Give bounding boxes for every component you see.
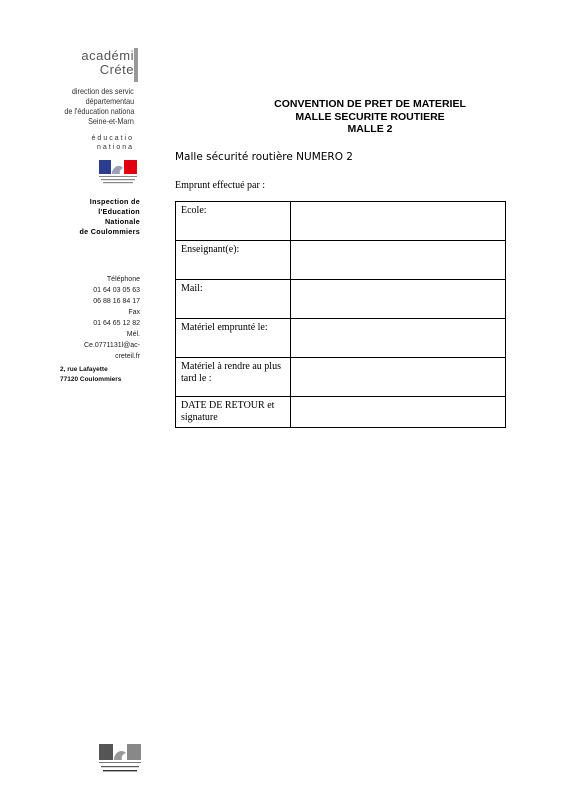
contact-line: 01 64 03 05 63 <box>93 287 140 294</box>
form-row <box>176 358 506 397</box>
inspection-line: Nationale <box>104 217 140 226</box>
inspection-block <box>70 197 140 237</box>
address-block <box>60 365 140 385</box>
contact-block <box>72 274 140 362</box>
form-label-mail: Mail: <box>176 280 291 319</box>
form-field-enseignant[interactable] <box>291 241 506 280</box>
contact-line: Mél. <box>126 331 140 338</box>
form-label-enseignant: Enseignant(e): <box>176 241 291 280</box>
contact-line: 06 88 16 84 17 <box>93 298 140 305</box>
document-subtitle: Malle sécurité routière NUMERO 2 <box>175 151 353 163</box>
address-line: 2, rue Lafayette <box>60 366 108 373</box>
dsden-line: départementau <box>85 96 134 106</box>
contact-line: creteil.fr <box>115 353 140 360</box>
form-row <box>176 319 506 358</box>
form-field-date-emprunt[interactable] <box>291 319 506 358</box>
form-label-date-emprunt: Matériel emprunté le: <box>176 319 291 358</box>
document-title <box>240 98 500 136</box>
form-field-mail[interactable] <box>291 280 506 319</box>
dsden-line: Seine-et-Marn <box>88 116 134 126</box>
form-label-date-retour: DATE DE RETOUR et signature <box>176 397 291 428</box>
contact-line: 01 64 65 12 82 <box>93 320 140 327</box>
dsden-line: de l'éducation nationa <box>63 106 134 116</box>
inspection-line: Inspection de <box>89 197 140 206</box>
title-line: CONVENTION DE PRET DE MATERIEL <box>274 98 466 110</box>
marianne-footer-icon <box>99 744 141 774</box>
form-row <box>176 397 506 428</box>
form-label-ecole: Ecole: <box>176 202 291 241</box>
address-line: 77120 Coulommiers <box>60 376 122 383</box>
form-label-date-rendu: Matériel à rendre au plus tard le : <box>176 358 291 397</box>
form-field-date-rendu[interactable] <box>291 358 506 397</box>
title-line: MALLE SECURITE ROUTIERE <box>295 110 445 123</box>
inspection-line: de Coulommiers <box>79 227 140 236</box>
emprunt-label: Emprunt effectué par : <box>175 180 266 191</box>
inspection-line: l'Education <box>98 207 140 216</box>
academie-name-line2: Créte <box>99 62 134 77</box>
contact-line: Téléphone <box>106 276 140 283</box>
academie-logo-bar <box>134 48 138 82</box>
marianne-icon <box>99 160 137 186</box>
education-nationale-block <box>58 134 138 154</box>
form-row <box>176 241 506 280</box>
education-line: nationa <box>97 144 134 151</box>
form-field-date-retour[interactable] <box>291 397 506 428</box>
footer-republique-logo <box>99 744 141 779</box>
contact-line: Fax <box>128 309 140 316</box>
academie-name-line1: académi <box>81 48 134 63</box>
dsden-block <box>58 86 138 136</box>
education-line: éducatio <box>91 135 134 142</box>
form-row <box>176 202 506 241</box>
dsden-line: direction des servic <box>72 86 134 96</box>
loan-form-table <box>175 201 506 428</box>
contact-line: Ce.0771131l@ac- <box>83 342 140 349</box>
form-field-ecole[interactable] <box>291 202 506 241</box>
title-line: MALLE 2 <box>347 123 393 135</box>
form-row <box>176 280 506 319</box>
republique-francaise-logo <box>99 160 137 191</box>
